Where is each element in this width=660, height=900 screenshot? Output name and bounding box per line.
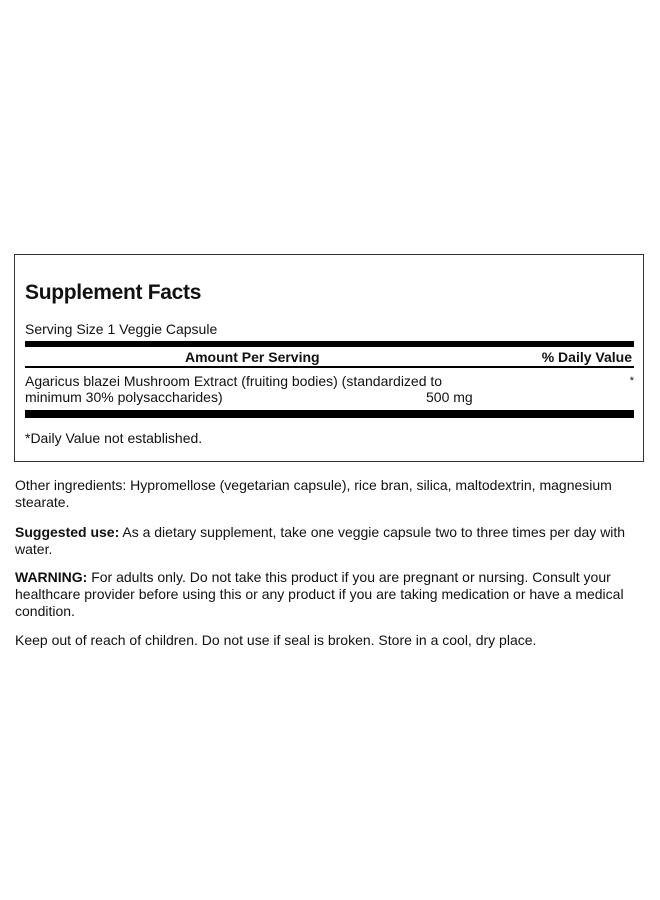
warning [15, 569, 635, 620]
serving-size: Serving Size 1 Veggie Capsule [25, 321, 218, 337]
suggested-use-text: As a dietary supplement, take one veggie capsule two to three times per day with water. [15, 524, 626, 557]
footnote: *Daily Value not established. [25, 430, 203, 446]
ingredient-dv: * [629, 375, 634, 387]
warning-text: For adults only. Do not take this product if you are pregnant or nursing. Consult your healthcare provider before using this or any product if you are taking medication or have a medical condition. [15, 569, 624, 619]
table-header [25, 348, 634, 368]
divider-thick [25, 410, 634, 418]
other-ingredients: Other ingredients: Hypromellose (vegetarian capsule), rice bran, silica, maltodextrin, magnesium stearate. [15, 477, 612, 510]
supplement-facts-panel [14, 254, 644, 462]
storage-note: Keep out of reach of children. Do not use if seal is broken. Store in a cool, dry place. [15, 632, 537, 648]
ingredient-amount: 500 mg [426, 389, 473, 405]
table-row [25, 373, 634, 405]
ingredient-name: Agaricus blazei Mushroom Extract (fruiting bodies) (standardized to minimum 30% polysaccharides) [25, 373, 443, 405]
panel-title: Supplement Facts [25, 281, 202, 304]
daily-value-header: % Daily Value [541, 349, 632, 365]
suggested-use-label: Suggested use: [15, 524, 120, 540]
amount-header: Amount Per Serving [185, 349, 320, 365]
warning-label: WARNING: [15, 569, 88, 585]
divider-thick [25, 341, 634, 347]
suggested-use [15, 524, 635, 558]
